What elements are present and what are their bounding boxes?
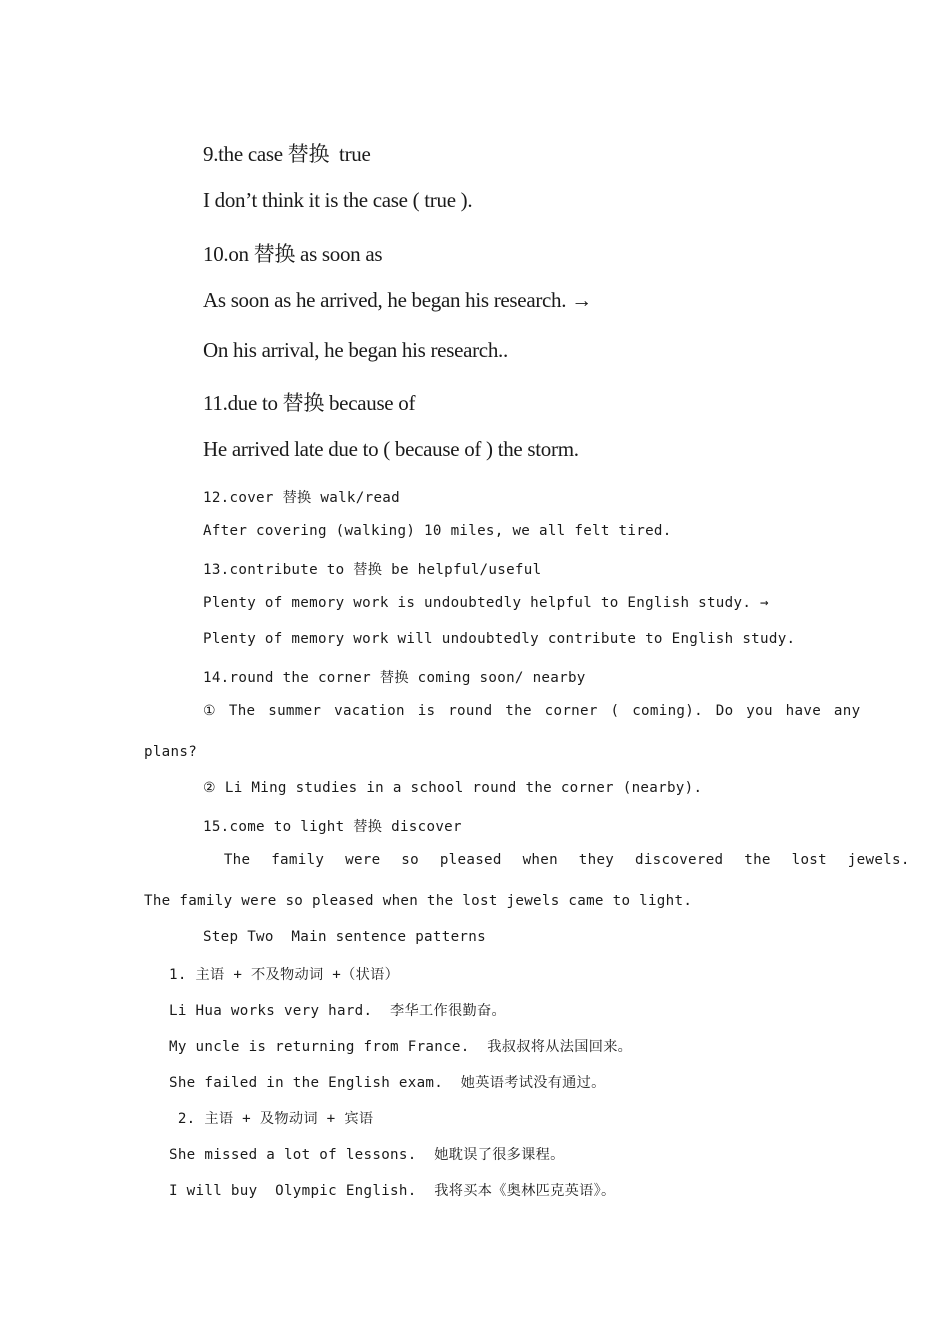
item-11-example: He arrived late due to ( because of ) the storm. <box>203 437 579 461</box>
item-15-example-after: The family were so pleased when the lost jewels came to light. <box>144 893 693 909</box>
item-11-heading: 11.due to 替换 because of <box>203 391 416 415</box>
item-13-example-before: Plenty of memory work is undoubtedly helpful to English study. → <box>203 595 769 611</box>
pattern-2-heading: 2. 主语 + 及物动词 + 宾语 <box>169 1111 374 1127</box>
item-14-example-1-cont: plans? <box>144 744 198 760</box>
item-14-heading: 14.round the corner 替换 coming soon/ nearby <box>203 670 586 686</box>
item-10-example-before: As soon as he arrived, he began his research. → <box>203 288 592 312</box>
pattern-1-heading: 1. 主语 + 不及物动词 +（状语） <box>169 967 400 983</box>
item-10-example-after: On his arrival, he began his research.. <box>203 338 508 362</box>
pattern-2-example-1: She missed a lot of lessons. 她耽误了很多课程。 <box>169 1147 565 1163</box>
item-14-example-1: ① The summer vacation is round the corner ( coming). Do you have any <box>203 703 861 719</box>
item-13-heading: 13.contribute to 替换 be helpful/useful <box>203 562 542 578</box>
item-9-heading: 9.the case 替换 true <box>203 142 371 166</box>
pattern-2-example-2: I will buy Olympic English. 我将买本《奥林匹克英语》。 <box>169 1183 616 1199</box>
pattern-1-example-2: My uncle is returning from France. 我叔叔将从法国回来。 <box>169 1039 633 1055</box>
item-10-heading: 10.on 替换 as soon as <box>203 242 383 266</box>
pattern-1-example-3: She failed in the English exam. 她英语考试没有通过。 <box>169 1075 606 1091</box>
item-9-example: I don’t think it is the case ( true ). <box>203 188 473 212</box>
item-15-example-before: The family were so pleased when they discovered the lost jewels. <box>203 852 910 868</box>
pattern-1-example-1: Li Hua works very hard. 李华工作很勤奋。 <box>169 1003 506 1019</box>
item-13-example-after: Plenty of memory work will undoubtedly contribute to English study. <box>203 631 796 647</box>
step-two-heading: Step Two Main sentence patterns <box>203 929 486 945</box>
item-14-example-2: ② Li Ming studies in a school round the corner (nearby). <box>203 780 703 796</box>
item-12-heading: 12.cover 替换 walk/read <box>203 490 400 506</box>
item-15-heading: 15.come to light 替换 discover <box>203 819 462 835</box>
item-12-example: After covering (walking) 10 miles, we all felt tired. <box>203 523 672 539</box>
